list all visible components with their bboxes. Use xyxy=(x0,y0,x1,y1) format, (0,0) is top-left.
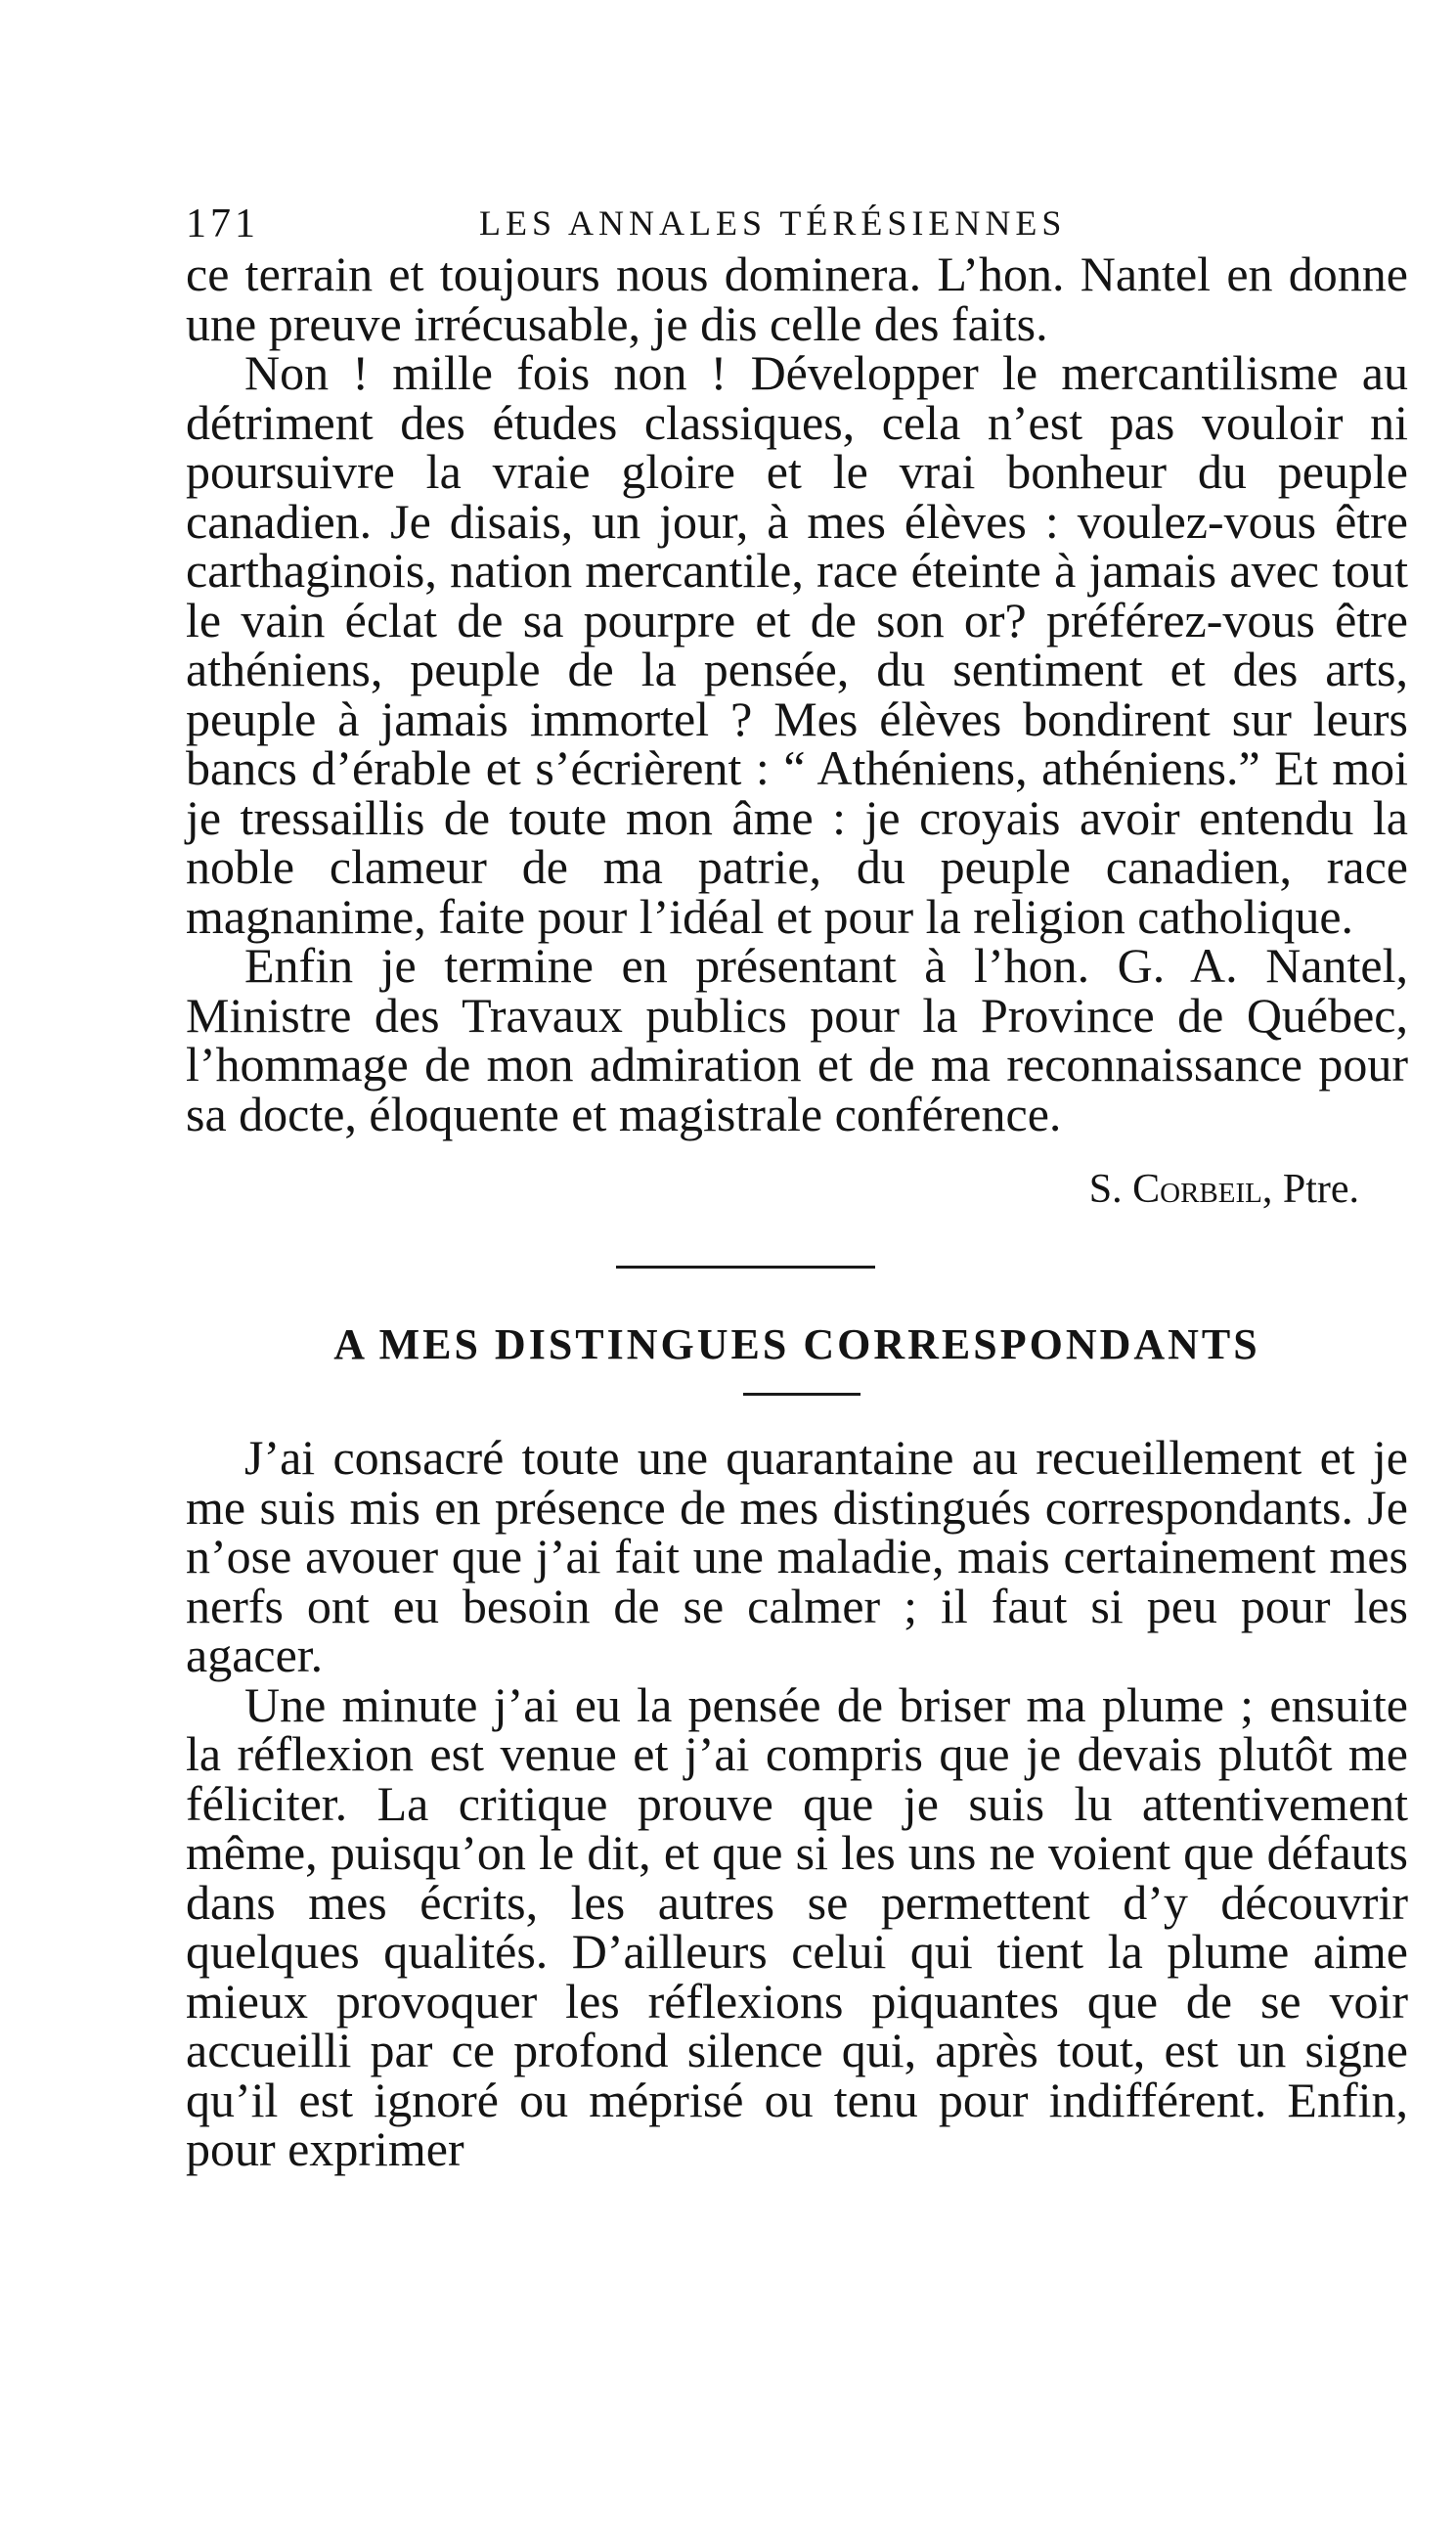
signature-name: Corbeil xyxy=(1132,1167,1262,1212)
section-body xyxy=(186,1430,1408,2176)
running-header xyxy=(186,191,1408,249)
paragraph: Enfin je termine en présentant à l’hon. G. A. Nantel, Ministre des Travaux publics pour la Province de Québec, l’hommage de mon admiration et de ma reconnaissance pour sa docte, éloquente et magistrale conférence. xyxy=(186,938,1408,1141)
page-content xyxy=(186,191,1408,2174)
paragraph-continuation: ce terrain et toujours nous dominera. L’hon. Nantel en donne une preuve irrécusable, je dis celle des faits. xyxy=(186,246,1408,351)
signature-prefix: S. xyxy=(1088,1167,1133,1212)
journal-title: LES ANNALES TÉRÉSIENNES xyxy=(479,203,1067,243)
section-divider xyxy=(616,1266,875,1269)
article-conclusion xyxy=(186,246,1408,1141)
paragraph: Une minute j’ai eu la pensée de briser ma plume ; ensuite la réflexion est venue et j’ai compris que je devais plutôt me féliciter. La critique prouve que je suis lu attentivement même, puisqu’on le dit, et que si les uns ne voient que défauts dans mes écrits, les autres se permettent d’y découvrir quelques qualités. D’ailleurs celui qui tient la plume aime mieux provoquer les réflexions piquantes que de se voir accueilli par ce profond silence qui, après tout, est un signe qu’il est ignoré ou méprisé ou tenu pour indifférent. Enfin, pour exprimer xyxy=(186,1676,1408,2176)
page-number: 171 xyxy=(186,201,259,246)
section-heading: A MES DISTINGUES CORRESPONDANTS xyxy=(333,1320,1260,1368)
signature-suffix: , Ptre. xyxy=(1261,1167,1359,1212)
heading-underline xyxy=(743,1393,860,1396)
paragraph: J’ai consacré toute une quarantaine au recueillement et je me suis mis en présence de mes distingués correspondants. Je n’ose avouer que j’ai fait une maladie, mais certainement mes nerfs ont eu besoin de se calmer ; il faut si peu pour les agacer. xyxy=(186,1430,1408,1682)
author-signature xyxy=(186,1166,1408,1225)
paragraph: Non ! mille fois non ! Développer le mercantilisme au détriment des études classiques, cela n’est pas vouloir ni poursuivre la vraie gloire et le vrai bonheur du peuple canadien. Je disais, un jour, à mes élèves : voulez-vous être carthaginois, nation mercantile, race éteinte à jamais avec tout le vain éclat de sa pourpre et de son or? préférez-vous être athéniens, peuple de la pensée, du sentiment et des arts, peuple à jamais immortel ? Mes élèves bondirent sur leurs bancs d’érable et s’écrièrent : “ Athéniens, athéniens.” Et moi je tressaillis de toute mon âme : je croyais avoir entendu la noble clameur de ma patrie, du peuple canadien, race magnanime, faite pour l’idéal et pour la religion catholique. xyxy=(186,345,1408,944)
